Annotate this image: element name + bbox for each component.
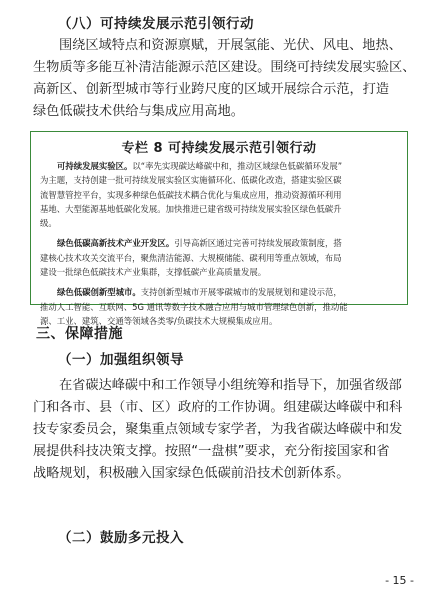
section-header-organization: （一）加强组织领导	[58, 352, 184, 368]
paragraph-line: 绿色低碳技术供给与集成应用高地。	[33, 104, 244, 119]
box-item-text: 以“率先实现碳达峰碳中和，推动区域绿色低碳循环发展”	[132, 161, 343, 171]
paragraph-line: 在省碳达峰碳中和工作领导小组统筹和指导下，加强省级部	[59, 378, 402, 393]
section-header-action-8: （八）可持续发展示范引领行动	[58, 16, 254, 32]
box-line: 为主题，支持创建一批可持续发展实验区实施循环化、低碳化改造，搭建实验区碳	[40, 175, 342, 186]
box-item-lead: 可持续发展实验区。	[57, 161, 133, 171]
column-box-title: 专栏 8 可持续发展示范引领行动	[121, 141, 317, 156]
paragraph-line: 高新区、创新型城市等行业跨尺度的区域开展综合示范，打造	[33, 82, 390, 97]
box-line: 基地、大型能源基地低碳化发展。加快推进已建省级可持续发展实验区绿色低碳升	[40, 203, 342, 214]
section-header-investment: （二）鼓励多元投入	[58, 530, 184, 546]
box-line: 源、工业、建筑、交通等领域各类零/负碳技术大规模集成应用。	[40, 315, 278, 326]
paragraph-line: 技专家委员会，聚集重点领域专家学者，为我省碳达峰碳中和发	[33, 422, 403, 437]
box-item-text: 引导高新区通过完善可持续发展政策制度，搭	[174, 238, 342, 249]
box-item-lead: 绿色低碳创新型城市。	[57, 287, 141, 298]
column-box-content	[40, 159, 399, 328]
paragraph-line: 门和各市、县（市、区）政府的工作协调。组建碳达峰碳中和科	[33, 400, 403, 415]
box-line: 建设一批绿色低碳技术产业集群，支撑低碳产业高质量发展。	[40, 267, 267, 278]
paragraph-line: 展提供科技决策支撑。按照“一盘棋”要求，充分衔接国家和省	[33, 444, 390, 459]
paragraph-line: 生物质等多能互补清洁能源示范区建设。围绕可持续发展实验区、	[33, 60, 416, 75]
paragraph-organization	[33, 375, 413, 485]
box-line: 流智慧管控平台，实现多种绿色低碳技术耦合优化与集成应用，推动资源循环利用	[40, 189, 342, 200]
box-line: 级。	[40, 218, 57, 229]
section-title-guarantees: 三、保障措施	[36, 326, 123, 342]
paragraph-sustainable-demo	[33, 35, 416, 123]
page-number: - 15 -	[385, 574, 414, 587]
box-line	[40, 285, 399, 299]
box-item-lead: 绿色低碳高新技术产业开发区。	[57, 238, 175, 249]
box-line	[40, 236, 399, 250]
box-item-text: 支持创新型城市开展零碳城市的发展规划和建设示范，	[140, 287, 342, 298]
box-line	[40, 159, 399, 173]
paragraph-line: 战略规划，积极融入国家绿色低碳前沿技术创新体系。	[33, 466, 350, 481]
column-box-8	[30, 131, 408, 326]
paragraph-line: 围绕区域特点和资源禀赋，开展氢能、光伏、风电、地热、	[59, 38, 402, 53]
box-line: 建核心技术攻关交流平台，聚焦清洁能源、大规模储能、碳利用等重点领域，布局	[40, 252, 342, 263]
box-line: 推动人工智能、互联网、5G 通讯等数字技术融合应用与城市管理绿色创新，推动能	[40, 301, 348, 312]
